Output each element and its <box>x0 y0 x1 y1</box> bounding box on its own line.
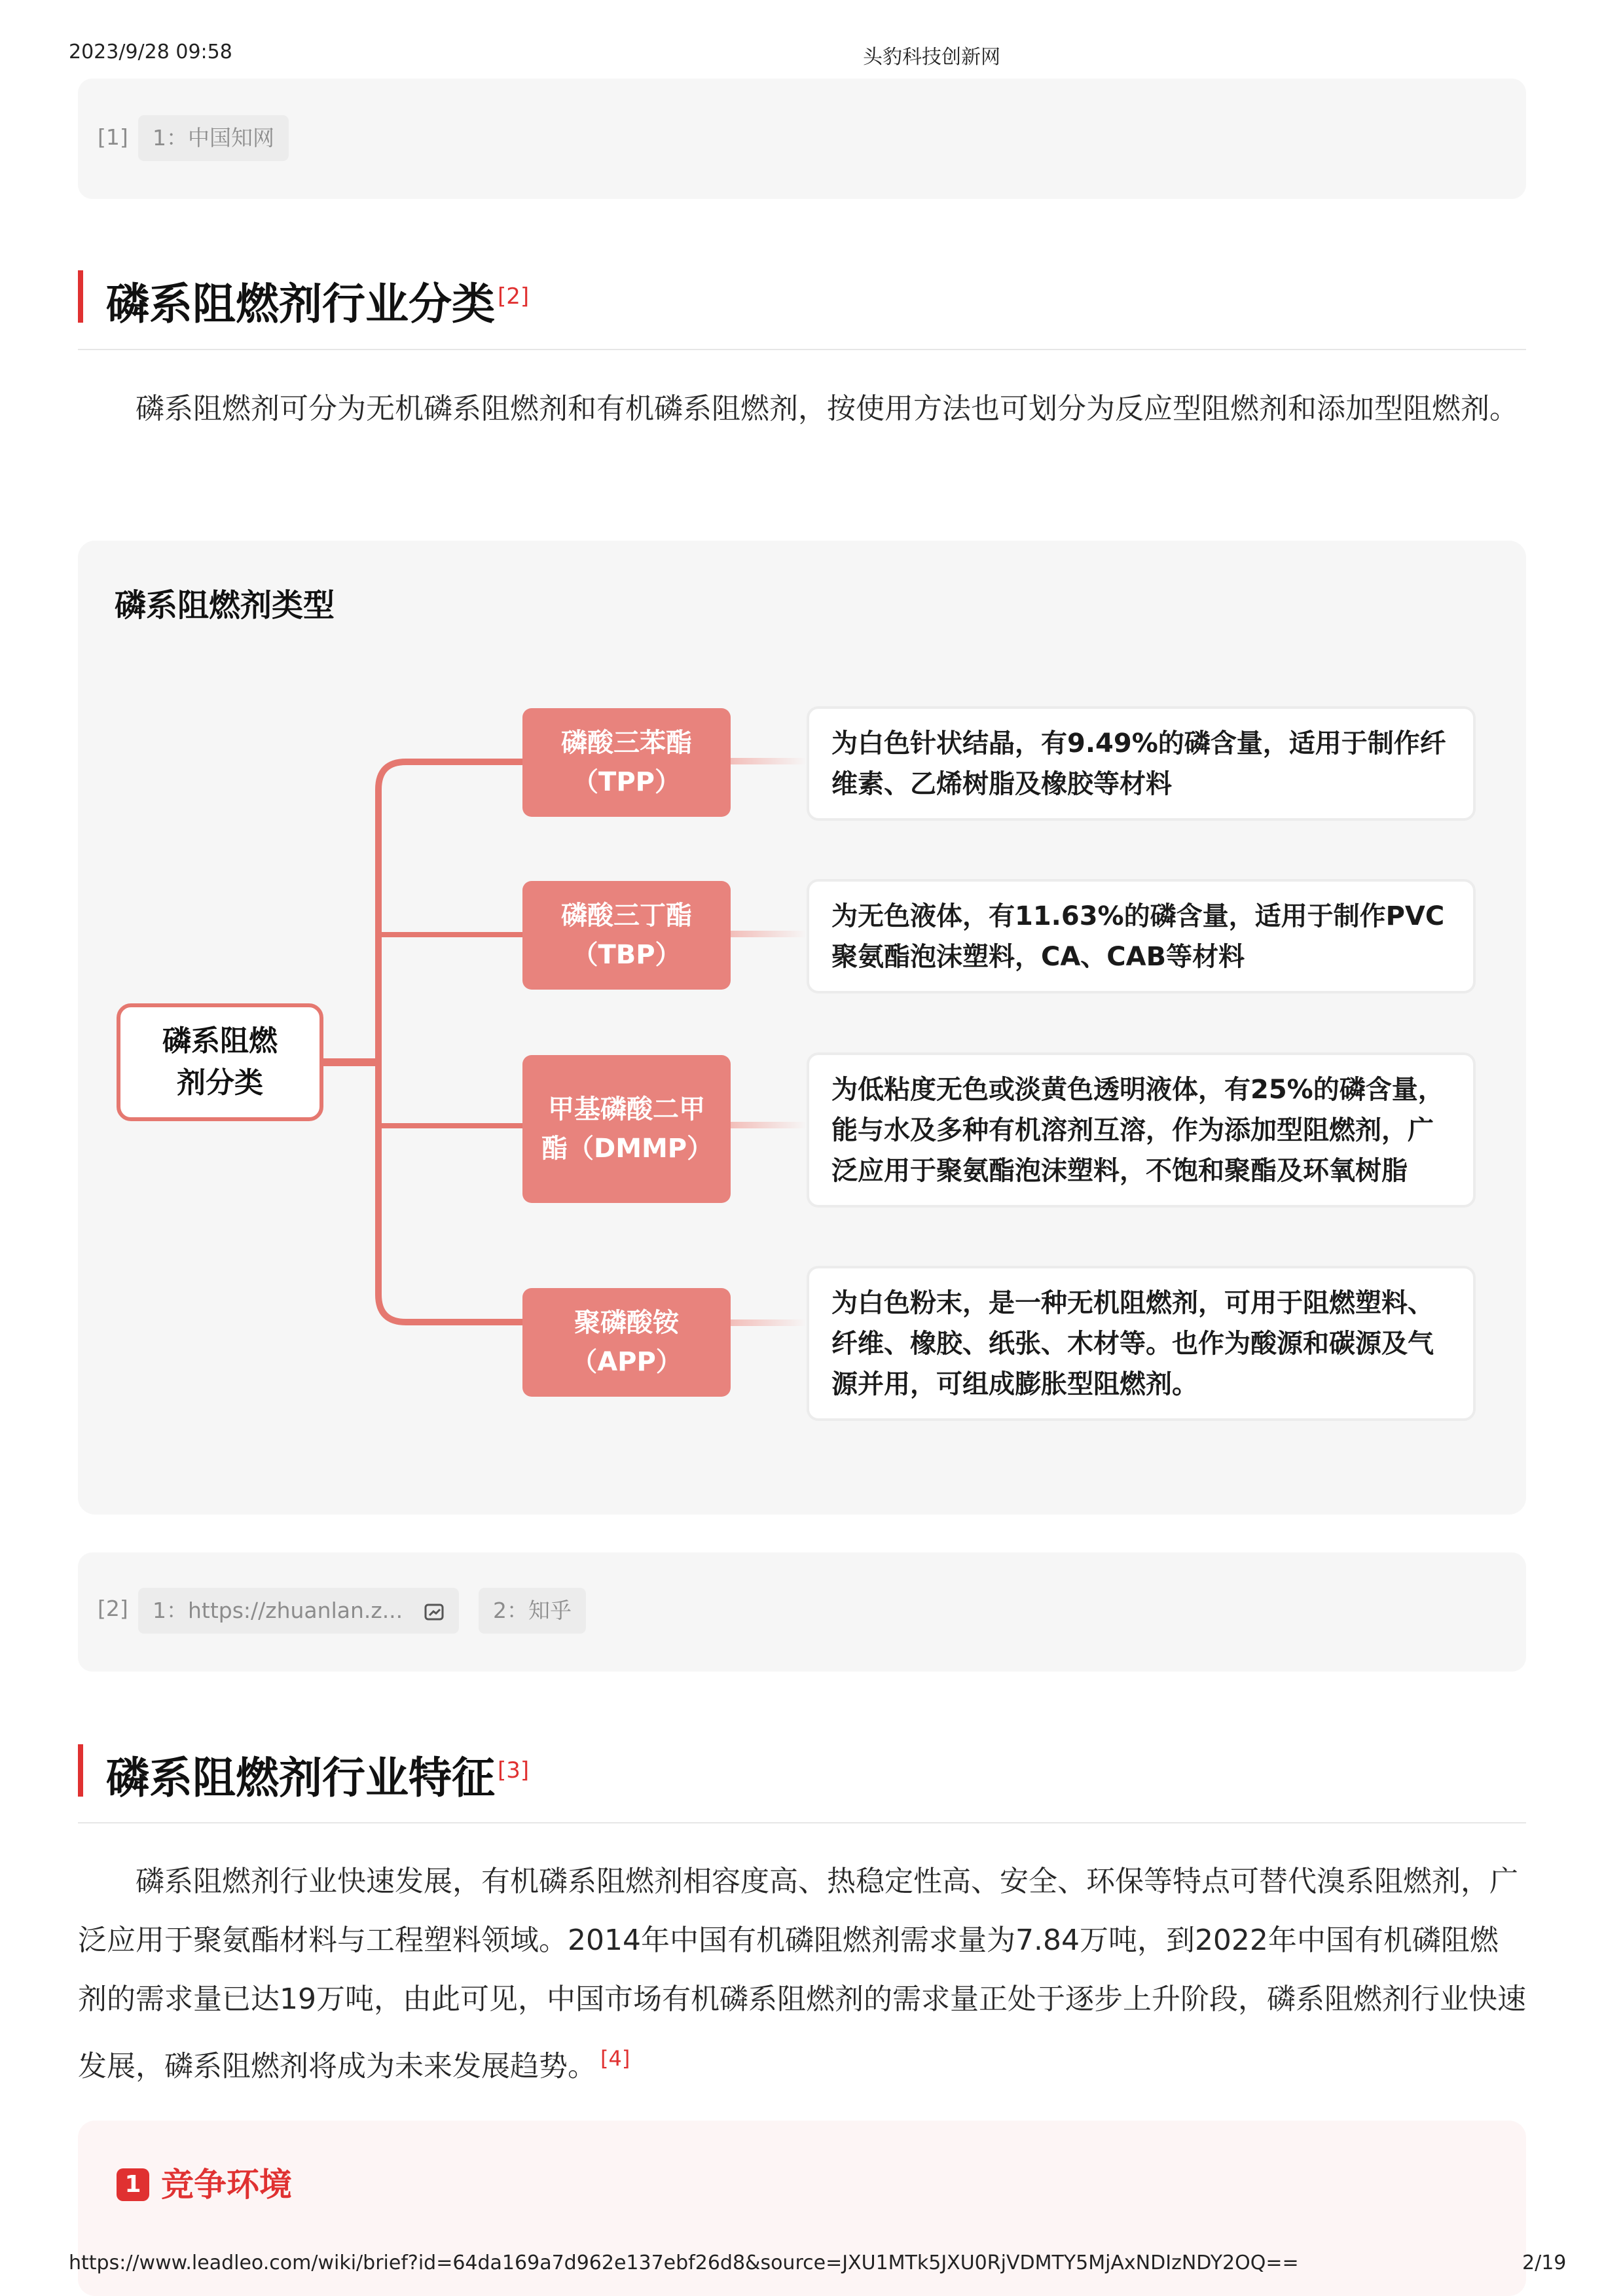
diagram-root-node <box>117 1003 323 1121</box>
node-label: 磷酸三丁酯（TBP） <box>561 901 692 970</box>
node-dmmp <box>522 1055 731 1203</box>
citation-link[interactable]: [4] <box>600 2046 630 2071</box>
reference-pill-zhihu[interactable]: 2：知乎 <box>479 1588 586 1634</box>
node-tbp <box>522 881 731 990</box>
reference-pill-zhuanlan[interactable] <box>138 1588 459 1634</box>
subsection-number-badge: 1 <box>117 2168 149 2201</box>
footer-url: https://www.leadleo.com/wiki/brief?id=64da169a7d962e137ebf26d8&source=JXU1MTk5JXU0RjVDMTY5MjAxNDIzNDY2OQ== <box>69 2251 1299 2274</box>
desc-app: 为白色粉末，是一种无机阻燃剂，可用于阻燃塑料、纤维、橡胶、纸张、木材等。也作为酸源和碳源及气源并用，可组成膨胀型阻燃剂。 <box>807 1266 1476 1421</box>
reference-pill-cnki[interactable]: 1：中国知网 <box>138 115 289 161</box>
print-datetime: 2023/9/28 09:58 <box>69 41 232 63</box>
subsection-title: 竞争环境 <box>161 2166 292 2204</box>
desc-tbp: 为无色液体，有11.63%的磷含量，适用于制作PVC聚氨酯泡沫塑料，CA、CAB等材料 <box>807 879 1476 994</box>
section-accent-bar <box>78 1744 83 1797</box>
reference-link-text: 1：https://zhuanlan.z... <box>153 1598 403 1623</box>
section-paragraph: 磷系阻燃剂可分为无机磷系阻燃剂和有机磷系阻燃剂，按使用方法也可划分为反应型阻燃剂和添加型阻燃剂。 <box>136 392 1518 425</box>
reference-box-2 <box>78 1552 1526 1672</box>
reference-number: [2] <box>98 1596 128 1621</box>
desc-tpp: 为白色针状结晶，有9.49%的磷含量，适用于制作纤维素、乙烯树脂及橡胶等材料 <box>807 706 1476 821</box>
citation-link[interactable]: [2] <box>498 283 530 310</box>
reference-number: [1] <box>98 124 128 150</box>
section-title-characteristics <box>106 1744 529 1804</box>
node-label: 甲基磷酸二甲酯（DMMP） <box>541 1094 714 1164</box>
desc-dmmp: 为低粘度无色或淡黄色透明液体，有25%的磷含量，能与水及多种有机溶剂互溶，作为添加型阻燃剂，广泛应用于聚氨酯泡沫塑料，不饱和聚酯及环氧树脂 <box>807 1052 1476 1208</box>
node-app <box>522 1288 731 1397</box>
node-tpp <box>522 708 731 817</box>
site-name: 头豹科技创新网 <box>863 46 1000 69</box>
diagram-title: 磷系阻燃剂类型 <box>115 587 335 624</box>
node-label: 磷酸三苯酯（TPP） <box>561 728 692 797</box>
citation-link[interactable]: [3] <box>498 1757 530 1784</box>
section-title-text: 磷系阻燃剂行业特征 <box>106 1753 495 1803</box>
section-divider <box>78 1822 1526 1823</box>
section-title-text: 磷系阻燃剂行业分类 <box>106 279 495 329</box>
section-paragraph <box>78 1852 1526 2096</box>
page-number: 2/19 <box>1522 2251 1567 2274</box>
root-node-label: 磷系阻燃剂分类 <box>162 1024 278 1100</box>
node-label: 聚磷酸铵（APP） <box>571 1308 682 1377</box>
external-link-icon[interactable] <box>424 1604 444 1621</box>
paragraph-text: 磷系阻燃剂行业快速发展，有机磷系阻燃剂相容度高、热稳定性高、安全、环保等特点可替代溴系阻燃剂，广泛应用于聚氨酯材料与工程塑料领域。2014年中国有机磷阻燃剂需求量为7.84万吨，到2022年中国有机磷阻燃剂的需求量已达19万吨，由此可见，中国市场有机磷系阻燃剂的需求量正处于逐步上升阶段，磷系阻燃剂行业快速发展，磷系阻燃剂将成为未来发展趋势。 <box>78 1865 1526 2083</box>
